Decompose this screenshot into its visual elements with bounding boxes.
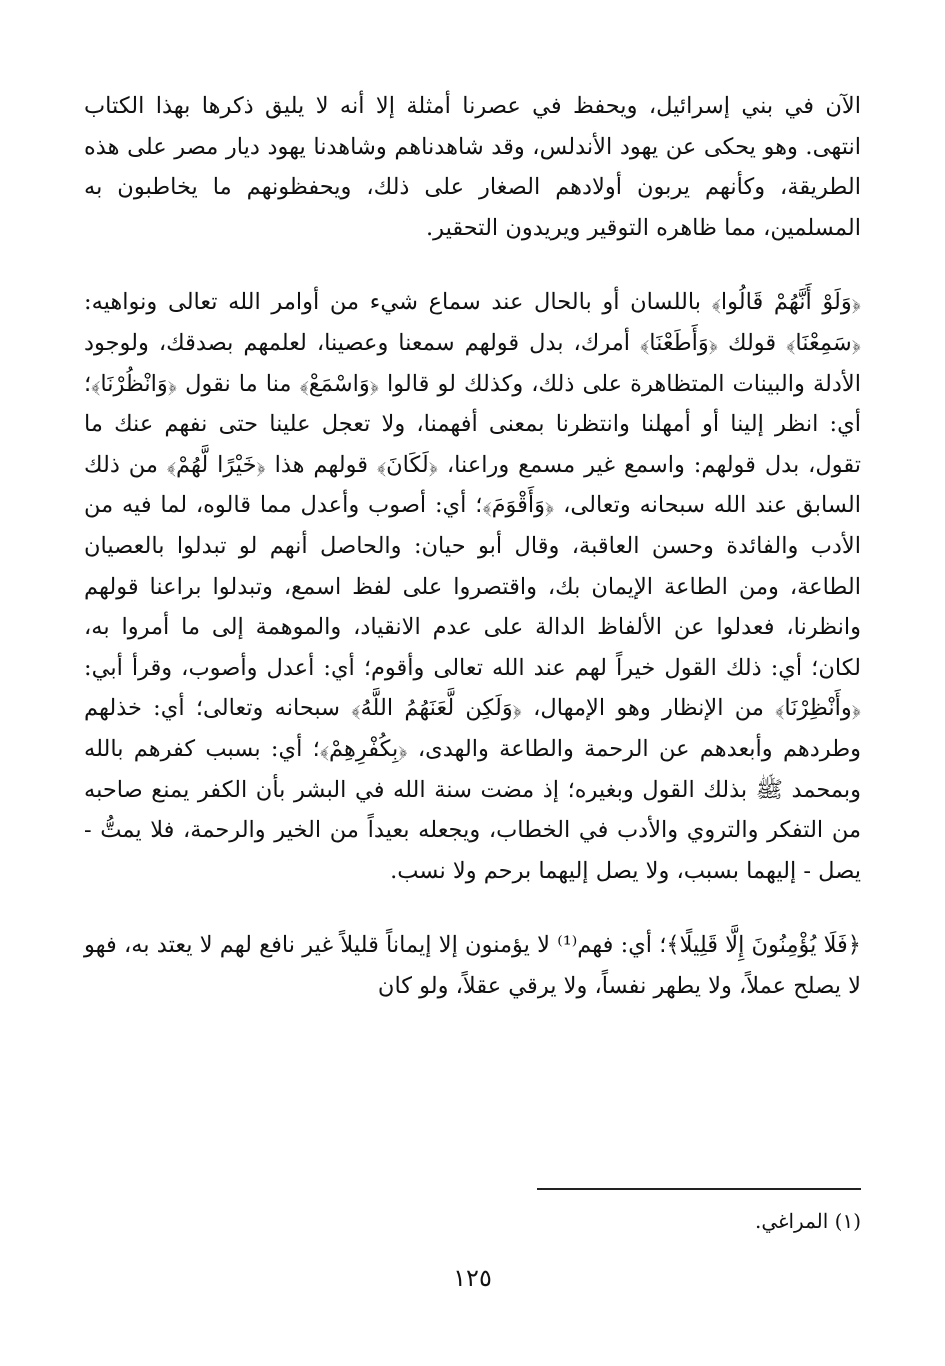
page-number: ١٢٥ (453, 1264, 492, 1292)
paragraph-gap (84, 891, 861, 925)
paragraph-gap (84, 248, 861, 282)
paragraph-2: ﴿وَلَوْ أَنَّهُمْ قَالُوا﴾ باللسان أو بالحال عند سماع شيء من أوامر الله تعالى ونواهيه: ﴿سَمِعْنَا﴾ قولك ﴿وَأَطَعْنَا﴾ أمرك، بدل قولهم سمعنا وعصينا، لعلمهم بصدقك، ولوجود الأدلة والبينات المتظاهرة على ذلك، وكذلك لو قالوا ﴿وَاسْمَعْ﴾ منا ما نقول ﴿وَانْظُرْنَا﴾؛ أي: انظر إلينا أو أمهلنا وانتظرنا بمعنى أفهمنا، ولا تعجل علينا حتى نفهم عنك ما تقول، بدل قولهم: واسمع غير مسمع وراعنا، ﴿لَكَانَ﴾ قولهم هذا ﴿خَيْرًا لَّهُمْ﴾ من ذلك السابق عند الله سبحانه وتعالى، ﴿وَأَقْوَمَ﴾؛ أي: أصوب وأعدل مما قالوه، لما فيه من الأدب والفائدة وحسن العاقبة، وقال أبو حيان: والحاصل أنهم لو تبدلوا بالعصيان الطاعة، ومن الطاعة الإيمان بك، واقتصروا على لفظ اسمع، وتبدلوا براعنا قولهم وانظرنا، فعدلوا عن الألفاظ الدالة على عدم الانقياد، والموهمة إلى ما أمروا به، لكان؛ أي: ذلك القول خيراً لهم عند الله تعالى وأقوم؛ أي: أعدل وأصوب، وقرأ أبي: ﴿وأَنْظِرْنَا﴾ من الإنظار وهو الإمهال، ﴿وَلَكِن لَّعَنَهُمُ اللَّهُ﴾ سبحانه وتعالى؛ أي: خذلهم وطردهم وأبعدهم عن الرحمة والطاعة والهدى، ﴿بِكُفْرِهِمْ﴾؛ أي: بسبب كفرهم بالله وبمحمد ﷺ بذلك القول وبغيره؛ إذ مضت سنة الله في البشر بأن الكفر يمنع صاحبه من التفكر والتروي والأدب في الخطاب، ويجعله بعيداً من الخير والرحمة، فلا يمتُّ - يصل - إليهما بسبب، ولا يصل إليهما برحم ولا نسب. (84, 289, 861, 884)
page-body (84, 86, 861, 1006)
paragraph-1: الآن في بني إسرائيل، ويحفظ في عصرنا أمثلة إلا أنه لا يليق ذكرها بهذا الكتاب انتهى. وهو يحكى عن يهود الأندلس، وقد شاهدناهم وشاهدنا يهود ديار مصر على هذه الطريقة، وكأنهم يربون أولادهم الصغار على ذلك، ويحفظونهم ما يخاطبون به المسلمين، مما ظاهره التوقير ويريدون التحقير. (84, 93, 861, 241)
paragraph-3: ﴿فَلَا يُؤْمِنُونَ إِلَّا قَلِيلًا﴾؛ أي: فهم⁽¹⁾ لا يؤمنون إلا إيماناً قليلاً غير نافع لهم لا يعتد به، فهو لا يصلح عملاً، ولا يطهر نفساً، ولا يرقي عقلاً، ولو كان (84, 932, 861, 999)
footnote: (١) المراغي. (754, 1209, 861, 1233)
footnote-divider (537, 1188, 861, 1190)
